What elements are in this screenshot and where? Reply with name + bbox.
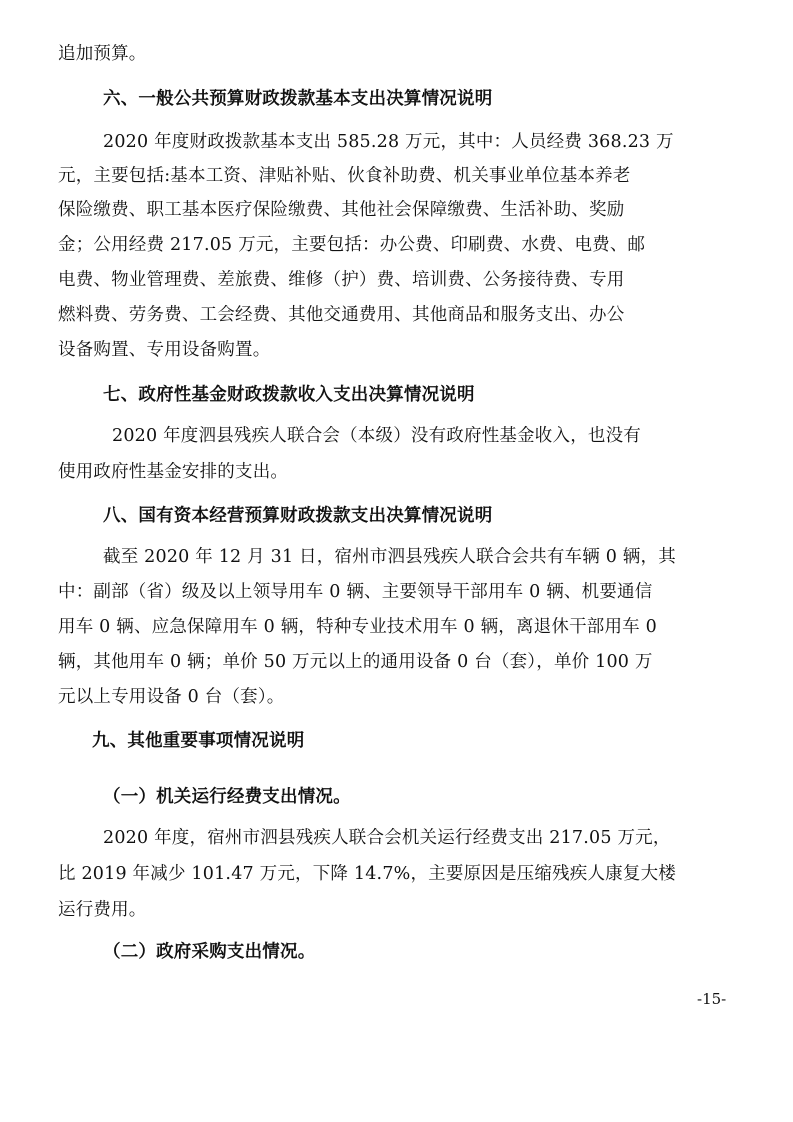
paragraph-line: 电费、物业管理费、差旅费、维修（护）费、培训费、公务接待费、专用 [58,270,625,290]
paragraph-line: 比 2019 年减少 101.47 万元，下降 14.7%，主要原因是压缩残疾人康复大楼 [58,864,676,884]
page-number: -15- [697,990,727,1008]
paragraph-line: 设备购置、专用设备购置。 [58,340,271,360]
paragraph-line: 金；公用经费 217.05 万元，主要包括：办公费、印刷费、水费、电费、邮 [58,235,646,255]
subsection-heading-one: （一）机关运行经费支出情况。 [103,787,351,807]
paragraph-line: 截至 2020 年 12 月 31 日，宿州市泗县残疾人联合会共有车辆 0 辆，其 [103,547,676,567]
paragraph-line: 2020 年度泗县残疾人联合会（本级）没有政府性基金收入，也没有 [112,426,641,446]
paragraph-line: 中：副部（省）级及以上领导用车 0 辆、主要领导干部用车 0 辆、机要通信 [58,582,653,602]
paragraph-line: 追加预算。 [58,44,147,64]
paragraph-line: 使用政府性基金安排的支出。 [58,462,289,482]
paragraph-line: 用车 0 辆、应急保障用车 0 辆，特种专业技术用车 0 辆，离退休干部用车 0 [58,617,657,637]
paragraph-line: 保险缴费、职工基本医疗保险缴费、其他社会保障缴费、生活补助、奖励 [58,200,625,220]
section-heading-six: 六、一般公共预算财政拨款基本支出决算情况说明 [103,89,493,109]
subsection-heading-two: （二）政府采购支出情况。 [103,942,316,962]
section-heading-seven: 七、政府性基金财政拨款收入支出决算情况说明 [103,385,475,405]
paragraph-line: 2020 年度，宿州市泗县残疾人联合会机关运行经费支出 217.05 万元， [103,828,671,848]
section-heading-nine: 九、其他重要事项情况说明 [92,731,305,751]
paragraph-line: 元以上专用设备 0 台（套）。 [58,687,285,707]
section-heading-eight: 八、国有资本经营预算财政拨款支出决算情况说明 [103,506,493,526]
paragraph-line: 燃料费、劳务费、工会经费、其他交通费用、其他商品和服务支出、办公 [58,305,625,325]
paragraph-line: 运行费用。 [58,900,147,920]
paragraph-line: 元，主要包括:基本工资、津贴补贴、伙食补助费、机关事业单位基本养老 [58,166,631,186]
paragraph-line: 2020 年度财政拨款基本支出 585.28 万元，其中：人员经费 368.23 万 [103,132,674,152]
paragraph-line: 辆，其他用车 0 辆；单价 50 万元以上的通用设备 0 台（套），单价 100 万 [58,652,653,672]
